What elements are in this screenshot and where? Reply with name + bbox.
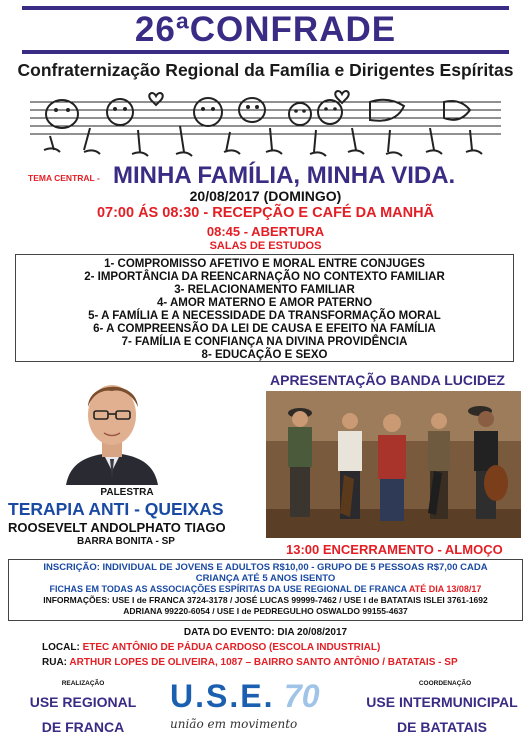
band-photo: [266, 391, 521, 538]
registration-info: INFORMAÇÕES: USE I de FRANCA 3724-3178 / JOSÉ LUCAS 99999-7462 / USE I de BATATAIS ISLEI 3761-1692: [43, 595, 488, 605]
theme-label: TEMA CENTRAL -: [28, 173, 100, 183]
music-staff-doodle: [30, 88, 501, 164]
use-logo-text: U.S.E.: [170, 678, 275, 714]
coordination-label: COORDENAÇÃO: [418, 680, 472, 687]
use-logo-slogan: união em movimento: [170, 717, 298, 731]
closing-time: 13:00 ENCERRAMENTO - ALMOÇO: [286, 542, 503, 557]
coordination-org: [356, 690, 528, 740]
registration-children: CRIANÇA ATÉ 5 ANOS ISENTO: [195, 573, 336, 584]
registration-contacts: ADRIANA 99220-6054 / USE I de PEDREGULHO OSWALDO 99155-4637: [123, 606, 408, 616]
realization-org-line: DE FRANCA: [41, 719, 125, 735]
realization-org: [8, 690, 158, 740]
registration-prices: INSCRIÇÃO: INDIVIDUAL DE JOVENS E ADULTOS R$10,00 - GRUPO DE 5 PESSOAS R$7,00 CADA: [43, 562, 488, 573]
coordination-org-line: DE BATATAIS: [397, 719, 487, 735]
realization-label: REALIZAÇÃO: [61, 680, 105, 687]
registration-forms-text: FICHAS EM TODAS AS ASSOCIAÇÕES ESPÍRITAS DA USE REGIONAL DE FRANCA: [49, 584, 407, 594]
reception-time: 07:00 ÁS 08:30 - RECEPÇÃO E CAFÉ DA MANHÃ: [96, 205, 435, 221]
study-room-item: 1- COMPROMISSO AFETIVO E MORAL ENTRE CONJUGES: [104, 258, 425, 270]
registration-forms: [9, 584, 522, 596]
event-title: 26ªCONFRADE: [134, 10, 397, 49]
location-value: ETEC ANTÔNIO DE PÁDUA CARDOSO (ESCOLA INDUSTRIAL): [82, 642, 381, 653]
study-rooms-box: [15, 254, 514, 362]
use-logo: [170, 676, 360, 742]
event-day: DATA DO EVENTO: DIA 20/08/2017: [183, 627, 348, 638]
event-subtitle: Confraternização Regional da Família e Dirigentes Espíritas: [17, 60, 514, 80]
event-address: [42, 656, 458, 669]
study-room-item: 6- A COMPREENSÃO DA LEI DE CAUSA E EFEITO NA FAMÍLIA: [93, 323, 436, 335]
event-location: [42, 641, 380, 654]
lecture-label: PALESTRA: [100, 487, 154, 498]
lecture-title: TERAPIA ANTI - QUEIXAS: [8, 499, 224, 519]
speaker-city: BARRA BONITA - SP: [77, 536, 175, 547]
address-label: RUA:: [42, 657, 67, 668]
theme-title: MINHA FAMÍLIA, MINHA VIDA.: [113, 162, 456, 189]
study-room-item: 7- FAMÍLIA E CONFIANÇA NA DIVINA PROVIDÊNCIA: [121, 336, 408, 348]
registration-deadline: ATÉ DIA 13/08/17: [408, 584, 482, 594]
study-room-item: 8- EDUCAÇÃO E SEXO: [201, 349, 328, 361]
title-underline: [22, 50, 509, 54]
registration-box: [8, 559, 523, 621]
study-rooms-title: SALAS DE ESTUDOS: [209, 240, 322, 252]
coordination-org-line: USE INTERMUNICIPAL: [366, 694, 518, 710]
location-label: LOCAL:: [42, 642, 80, 653]
event-date: 20/08/2017 (DOMINGO): [189, 188, 342, 204]
study-room-item: 2- IMPORTÂNCIA DA REENCARNAÇÃO NO CONTEXTO FAMILIAR: [84, 271, 445, 283]
study-room-item: 4- AMOR MATERNO E AMOR PATERNO: [156, 297, 373, 309]
realization-org-line: USE REGIONAL: [29, 694, 137, 710]
study-room-item: 3- RELACIONAMENTO FAMILIAR: [174, 284, 355, 296]
speaker-name: ROOSEVELT ANDOLPHATO TIAGO: [8, 520, 226, 535]
address-value: ARTHUR LOPES DE OLIVEIRA, 1087 – BAIRRO SANTO ANTÔNIO / BATATAIS - SP: [69, 657, 458, 668]
study-room-item: 5- A FAMÍLIA E A NECESSIDADE DA TRANSFORMAÇÃO MORAL: [88, 310, 441, 322]
use-logo-number: 70: [284, 678, 320, 714]
speaker-photo: [60, 367, 164, 485]
band-title: APRESENTAÇÃO BANDA LUCIDEZ: [270, 372, 505, 388]
opening-time: 08:45 - ABERTURA: [206, 224, 325, 239]
